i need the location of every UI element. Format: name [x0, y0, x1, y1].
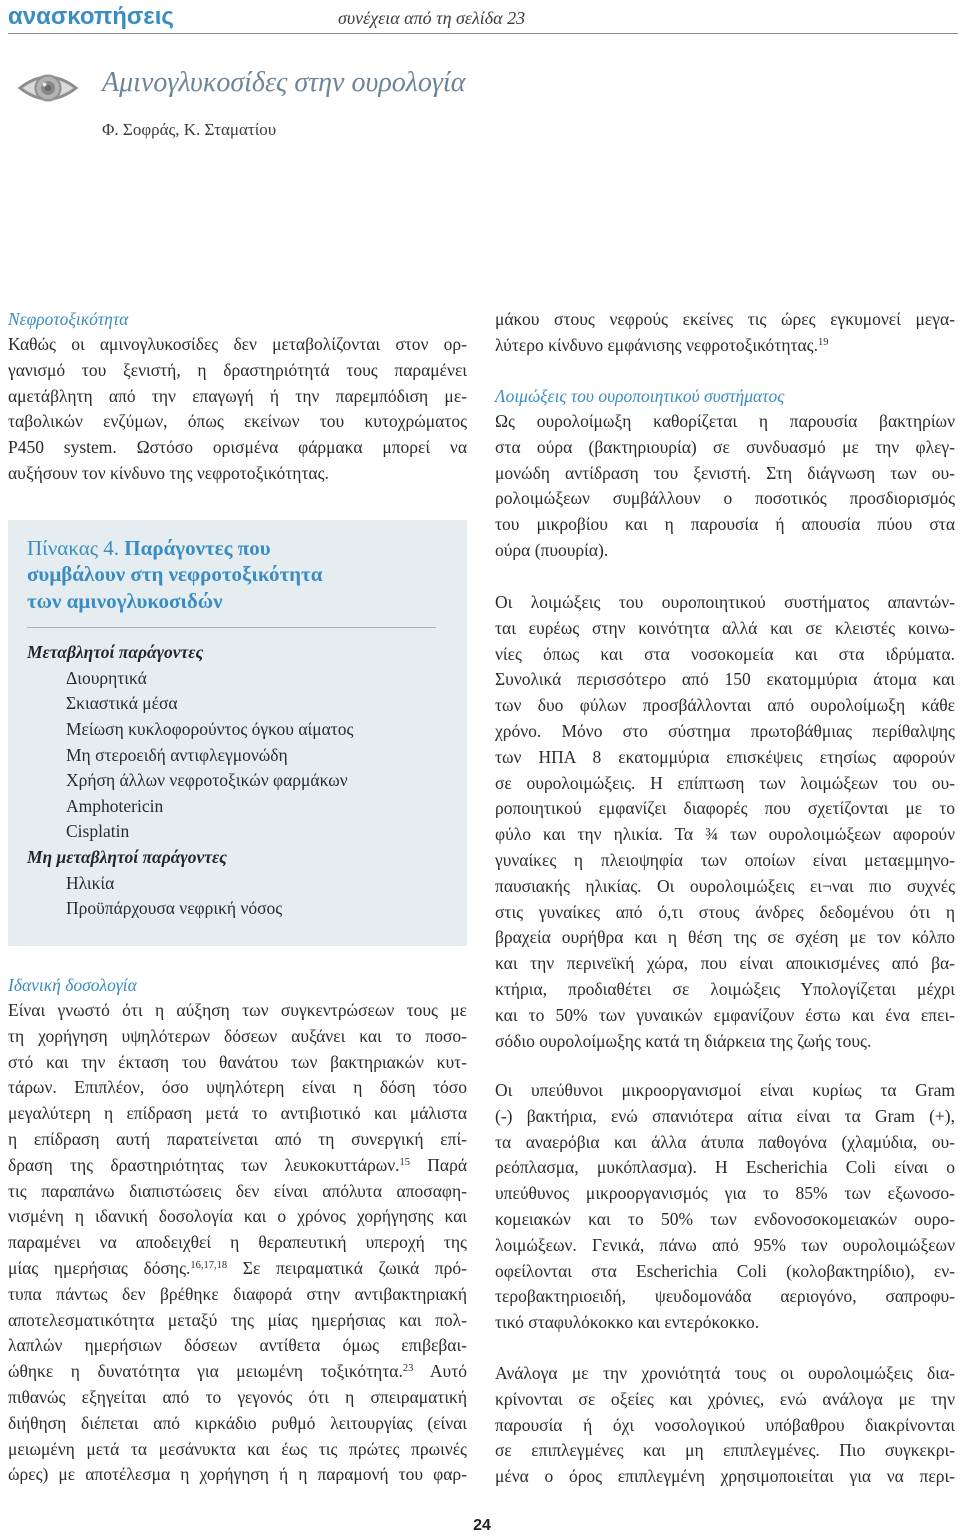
text-line: χρόνο. Μόνο στο σύστημα πρωτοβάθμιας περίθαλψης [495, 721, 955, 742]
paragraph [495, 409, 955, 564]
text-line: ται ευρέως στην κοινότητα αλλά και σε κλειστές κοινω- [495, 617, 955, 638]
text-segment: Παρά [410, 1154, 467, 1175]
text-line: ρεόπλασμα, μυκόπλασμα). Η Escherichia Coli είναι ο [495, 1157, 955, 1178]
table-item: Μείωση κυκλοφορούντος όγκου αίματος [66, 718, 354, 739]
paragraph [495, 307, 955, 359]
text-line: σόδιο ουρολοίμωξης κατά τη διάρκεια της ζωής τους. [495, 1030, 872, 1051]
text-segment: μίας ημερήσιας δόσης. [8, 1258, 191, 1279]
text-line: η επίδραση αυτή παρατείνεται από τη συνεργική επί- [8, 1129, 467, 1150]
text-line: αυξήσουν τον κίνδυνο της νεφροτοξικότητας. [8, 463, 329, 484]
eye-icon [17, 66, 79, 110]
text-line: κρίνονται σε οξείες και χρόνιες, ενώ ανάλογα με την [495, 1388, 955, 1409]
text-line [8, 1153, 467, 1179]
text-line: Ως ουρολοίμωξη καθορίζεται η παρουσία βακτηρίων [495, 411, 955, 432]
text-line: βραχεία ουρήθρα και η θέση της σε σχέση με τον κόλπο [495, 927, 955, 948]
text-segment: Σε πειραματικά ζωικά πρό- [227, 1258, 467, 1279]
text-line [495, 333, 955, 359]
section-heading: Λοιμώξεις του ουροποιητικού συστήματος [495, 386, 785, 407]
paragraph [8, 998, 467, 1488]
text-line: Είναι γνωστό ότι η αύξηση των συγκεντρώσεων τους με [8, 1000, 467, 1021]
text-line: κομειακών και το 50% των ενδονοσοκομειακών ουρο- [495, 1209, 955, 1230]
factors-table [8, 520, 467, 946]
text-line: Ανάλογα με την χρονιότητά τους οι ουρολοιμώξεις δια- [495, 1363, 955, 1384]
table-item: Ηλικία [66, 872, 115, 893]
text-line: σε ουρολοιμώξεις. Η επίπτωση των λοιμώξεων του ου- [495, 772, 955, 793]
text-line: Οι υπεύθυνοι μικροοργανισμοί είναι κυρίως τα Gram [495, 1080, 955, 1101]
table-divider [27, 627, 436, 628]
text-segment: ώθηκε η δυνατότητα για μειωμένη τοξικότητα. [8, 1361, 403, 1382]
text-line: Συνολικά περισσότερο από 150 εκατομμύρια άτομα και [495, 669, 955, 690]
text-line: γανισμό του ξενιστή, η δραστηριότητά τους παραμένει [8, 359, 467, 380]
text-line: τη χορήγηση υψηλότερων δόσεων αυξάνει και το ποσο- [8, 1025, 467, 1046]
text-line: οφείλονται στα Escherichia Coli (κολοβακτηρίδιο), εν- [495, 1260, 955, 1281]
text-line: και την περινεϊκή χώρα, που είναι αποικισμένες από βα- [495, 953, 955, 974]
paragraph [495, 1361, 955, 1490]
table-item: Μη στεροειδή αντιφλεγμονώδη [66, 744, 288, 765]
table-item: Σκιαστικά μέσα [66, 693, 178, 714]
page-number: 24 [473, 1517, 491, 1534]
text-line: τυπα πάντως δεν βρέθηκε διαφορά στην αντιβακτηριακή [8, 1283, 467, 1304]
table-title-text: Παράγοντες που [124, 535, 271, 560]
text-line: ούρα (πυουρία). [495, 540, 609, 561]
text-segment: Αυτό [413, 1361, 467, 1382]
text-line: αμετάβλητη από την επαγωγή ή την παρεμπόδιση με- [8, 385, 467, 406]
reference-superscript: 23 [402, 1363, 414, 1375]
text-line: (-) βακτήρια, ενώ σπανιότερα αίτια είναι τα Gram (+), [495, 1105, 955, 1126]
text-line: των ΗΠΑ 8 εκατομμύρια επισκέψεις ετησίως αφορούν [495, 746, 955, 767]
text-line: τικό σταφυλόκοκκο και εντερόκοκκο. [495, 1312, 760, 1333]
text-line: διήθηση διέπεται από κιρκάδιο ρυθμό λειτουργίας (είναι [8, 1412, 467, 1433]
article-authors: Φ. Σοφράς, Κ. Σταματίου [102, 120, 277, 139]
table-label: Πίνακας 4. [27, 535, 120, 560]
text-line: Καθώς οι αμινογλυκοσίδες δεν μεταβολίζονται στον ορ- [8, 334, 467, 355]
section-heading: Νεφροτοξικότητα [8, 309, 129, 330]
text-line: υπεύθυνος μικροοργανισμός για το 85% των εξωνοσο- [495, 1183, 955, 1204]
text-line: νισμένη η ιδανική δοσολογία και ο χρόνος χορήγησης και [8, 1206, 467, 1227]
text-line: στα ούρα (βακτηριουρία) σε συνδυασμό με την φλεγ- [495, 436, 955, 457]
text-line: P450 system. Ωστόσο ορισμένα φάρμακα μπορεί να [8, 437, 467, 458]
text-line [8, 1256, 467, 1282]
table-body [27, 640, 447, 922]
text-line: τάρων. Επιπλέον, όσο υψηλότερη είναι η δόση τόσο [8, 1077, 467, 1098]
table-item: Χρήση άλλων νεφροτοξικών φαρμάκων [66, 770, 348, 791]
table-item: Cisplatin [66, 821, 130, 842]
reference-superscript: 15 [399, 1157, 411, 1169]
text-line: και το 50% των γυναικών εμφανίζουν έστω και ένα επει- [495, 1004, 955, 1025]
text-line: νίες όπως και στα νοσοκομεία και στα ιδρύματα. [495, 643, 955, 664]
continued-from-note: συνέχεια από τη σελίδα 23 [338, 8, 526, 28]
text-line: ρολοιμώξεων συμβάλλουν ο ποσοτικός προσδιορισμός [495, 488, 955, 509]
text-line: φύλο και την ηλικία. Τα ¾ των ουρολοιμώξεων αφορούν [495, 824, 955, 845]
text-line: τα αναερόβια και άλλα άτυπα παθογόνα (χλαμύδια, ου- [495, 1131, 955, 1152]
paragraph [495, 1078, 955, 1336]
text-line: μένα ο όρος επιπλεγμένη χρησιμοποιείται για να περι- [495, 1466, 955, 1487]
text-line: τεροβακτηριοειδή, ψευδομονάδα αεριογόνο, σαπροφυ- [495, 1286, 955, 1307]
text-line: λαπλών ημερήσιων δόσεων αντίθετα όμως επιβεβαι- [8, 1335, 467, 1356]
text-line: παυσιακής ηλικίας. Οι ουρολοιμώξεις ει¬ναι πιο συχνές [495, 875, 955, 896]
text-line: ταβολικών ενζύμων, όπως εκείνων του κυτοχρώματος [8, 411, 467, 432]
text-line: ροποιητικού εμφανίζει διαφορές που σχετίζονται με το [495, 798, 955, 819]
text-line [8, 1359, 467, 1385]
text-segment: δραση της δραστηριότητας των λευκοκυττάρων. [8, 1154, 400, 1175]
table-title-line: συμβάλουν στη νεφροτοξικότητα [27, 562, 323, 587]
table-group-heading: Μεταβλητοί παράγοντες [27, 642, 204, 663]
text-line: των δυο φύλων προσβάλλονται από ουρολοίμωξη κάθε [495, 695, 955, 716]
text-line: Οι λοιμώξεις του ουροποιητικού συστήματος απαντών- [495, 592, 955, 613]
text-line: παρουσία ή όχι νοσολογικού υπόβαθρου διακρίνονται [495, 1414, 955, 1435]
text-line: στις γυναίκες από ό,τι στους άνδρες δεδομένου ότι η [495, 901, 955, 922]
table-group-heading: Μη μεταβλητοί παράγοντες [27, 846, 227, 867]
text-line: μεγαλύτερη η επίδραση μετά το αντιβιοτικό και μάλιστα [8, 1103, 467, 1124]
text-segment: λύτερο κίνδυνο εμφάνισης νεφροτοξικότητας. [495, 334, 818, 355]
section-label: ανασκοπήσεις [8, 3, 174, 30]
table-title-line [27, 535, 322, 562]
text-line: του μικροβίου και η παρουσία ή απουσία πύου στα [495, 514, 955, 535]
text-line: κτήρια, προδιαθέτει σε λοιμώξεις Υπολογίζεται μέχρι [495, 979, 955, 1000]
table-title-line: των αμινογλυκοσιδών [27, 588, 223, 613]
text-line: μονώδη αντίδραση του ξενιστή. Στη διάγνωση των ου- [495, 462, 955, 483]
text-line: λοιμώξεων. Γενικά, πάνω από 95% των ουρολοιμώξεων [495, 1234, 955, 1255]
text-line: στό και την έκταση του θανάτου των βακτηριακών κυτ- [8, 1051, 467, 1072]
text-line: σε επιπλεγμένες και μη επιπλεγμένες. Πιο συγκεκρι- [495, 1440, 955, 1461]
text-line: παραμένει να αποδειχθεί η θεραπευτική υπεροχή της [8, 1232, 467, 1253]
table-item: Διουρητικά [66, 667, 147, 688]
table-title [27, 535, 322, 615]
article-title: Αμινογλυκοσίδες στην ουρολογία [102, 67, 466, 98]
text-line: αποτελεσματικότητα μεταξύ της μίας ημερήσιας και πολ- [8, 1309, 467, 1330]
text-line: τις παραπάνω διαπιστώσεις δεν είναι απόλυτα αποσαφη- [8, 1180, 467, 1201]
table-item: Προϋπάρχουσα νεφρική νόσος [66, 898, 283, 919]
text-line: ώρες) με αποτέλεσμα η χορήγηση ή η παραμονή του φαρ- [8, 1464, 467, 1485]
section-heading: Ιδανική δοσολογία [8, 975, 137, 996]
reference-superscript: 19 [817, 337, 829, 349]
text-line: μειωμένη μετά τα μεσάνυκτα και έως τις πρώτες πρωινές [8, 1438, 467, 1459]
text-line: πιθανώς εξηγείται από το γεγονός ότι η σπειραματική [8, 1387, 467, 1408]
paragraph [495, 590, 955, 1054]
reference-superscript: 16,17,18 [190, 1260, 228, 1272]
text-line: γυναίκες η πλειοψηφία των οποίων είναι μεταεμμηνο- [495, 850, 955, 871]
header-divider [8, 33, 958, 34]
table-item: Amphotericin [66, 795, 164, 816]
text-line: μάκου στους νεφρούς εκείνες τις ώρες εγκυμονεί μεγα- [495, 309, 955, 330]
paragraph [8, 332, 467, 487]
